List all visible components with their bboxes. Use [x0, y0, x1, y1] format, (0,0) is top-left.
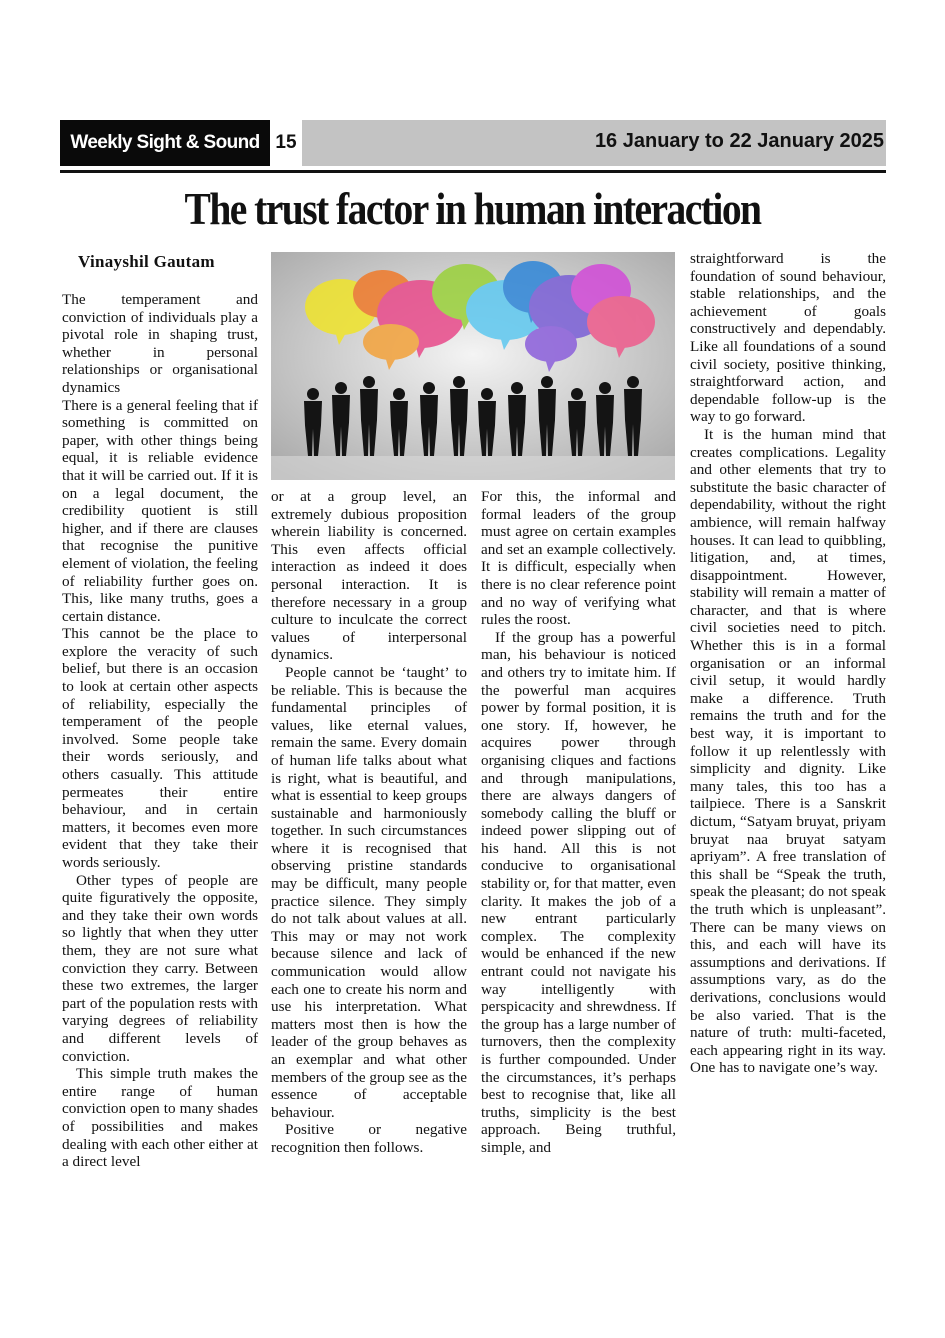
paragraph: There is a general feeling that if something is committed on paper, with other things being equal, it is reliable evidence that it will be carried out. If it is on a legal document, the credibility quotient is still higher, and if there are clauses that recognise the punitive element of violation, the feeling of reliability further goes on. This, like many truths, goes a certain distance.	[62, 396, 258, 625]
page-header	[60, 120, 886, 166]
paragraph: People cannot be ‘taught’ to be reliable. This is because the fundamental principles of values, like eternal values, remain the same. Every domain of human life talks about what is right, what is beautiful, and what is essential to keep groups sustainable and harmoniously together. In such circumstances where it is recognised that observing pristine standards may be difficult, many people practice silence. They simply do not talk about values at all. This may or may not work because silence and lack of communication would allow each one to create his norm and use his interpretation. What matters most then is how the leader of the group behaves as an exemplar and what other members of the group see as the essence of acceptable behaviour.	[271, 663, 467, 1121]
paragraph: straightforward is the foundation of sound behaviour, stable relationships, and the achievement of goals constructively and dependably. Like all foundations of a sound civil society, positive thinking, straightforward action, and dependable follow-up is the way to go forward.	[690, 250, 886, 426]
article-column-1	[62, 291, 258, 1171]
masthead: Weekly Sight & Sound	[60, 120, 270, 166]
header-rule	[60, 170, 886, 173]
paragraph: If the group has a powerful man, his behaviour is noticed and others try to imitate him. If the powerful man acquires power by formal position, it is one story. If, however, he acquires power through organising cliques and factions and through manipulations, there are always dangers of somebody calling the bluff or indeed power slipping out of his hand. All this is not conducive to organisational stability or, for that matter, even clarity. It makes the job of a new entrant particularly complex. The complexity would be enhanced if the new entrant could not navigate his way intelligently with perspicacity and shrewdness. If the group has a large number of turnovers, then the complexity is further compounded. Under the circumstances, it’s perhaps best to recognise that, like all truths, simplicity is the best approach. Being truthful, simple, and	[481, 628, 676, 1156]
paragraph: Other types of people are quite figuratively the opposite, and they take their own words so lightly that when they utter them, they are not sure what conviction they carry. Between these two extremes, the larger part of the population rests with varying degrees of reliability and different levels of conviction.	[62, 871, 258, 1065]
article-column-3	[481, 488, 676, 1157]
paragraph: The temperament and conviction of individuals play a pivotal role in shaping trust, whether in personal relationships or organisational dynamics	[62, 291, 258, 396]
article-column-4	[690, 250, 886, 1077]
paragraph: or at a group level, an extremely dubious proposition wherein liability is concerned. This even affects official interaction as indeed it does personal interaction. It is therefore necessary in a group culture to inculcate the correct values of interpersonal dynamics.	[271, 488, 467, 664]
paragraph: Positive or negative recognition then follows.	[271, 1121, 467, 1156]
paragraph: For this, the informal and formal leaders of the group must agree on certain examples and set an example collectively. It is difficult, especially when there is no clear reference point and no way of verifying what rules the roost.	[481, 488, 676, 629]
speech-bubble	[587, 296, 655, 348]
article-column-2	[271, 488, 467, 1157]
floor-shadow	[271, 456, 675, 480]
byline: Vinayshil Gautam	[78, 252, 215, 271]
speech-bubble	[363, 324, 419, 360]
paragraph: This cannot be the place to explore the veracity of such belief, but there is an occasion to look at certain other aspects of reliability, especially the temperament of the people involved. Some people take their words seriously, and others casually. This attitude permeates their entire behaviour, and in certain matters, it becomes even more evident that they take their words seriously.	[62, 625, 258, 871]
paragraph: This simple truth makes the entire range of human conviction open to many shades of possibilities and makes dealing with each other either at a direct level	[62, 1065, 258, 1171]
speech-bubbles-illustration	[271, 252, 675, 480]
paragraph: It is the human mind that creates complications. Legality and other elements that try to substitute the basic character of dependability, without the right ambience, will remain halfway houses. It can lead to quibbling, litigation, and, at times, disappointment. However, stability will remain a matter of character, and that is where civil societies need to pitch. Whether this is in a formal organisation or an informal civil setup, it would hardly make a difference. Truth remains the truth and for the best way, it is important to follow it up relentlessly with simplicity and dignity. Like many tales, this too has a tailpiece. There is a Sanskrit dictum, “Satyam bruyat, priyam bruyat naa bruyat satyam apriyam”. A free translation of this shall be “Speak the truth, speak the pleasant; do not speak the truth which is unpleasant”. There can be many views on this, and each will have its assumptions and derivations. If assumptions vary, as do the derivations, conclusions would be also varied. That is the nature of truth: multi-faceted, each appearing right in its way. One has to navigate one’s way.	[690, 425, 886, 1077]
issue-date: 16 January to 22 January 2025	[302, 120, 886, 166]
page-number: 15	[270, 120, 302, 166]
article-headline: The trust factor in human interaction	[184, 183, 761, 234]
speech-bubble	[525, 326, 577, 362]
